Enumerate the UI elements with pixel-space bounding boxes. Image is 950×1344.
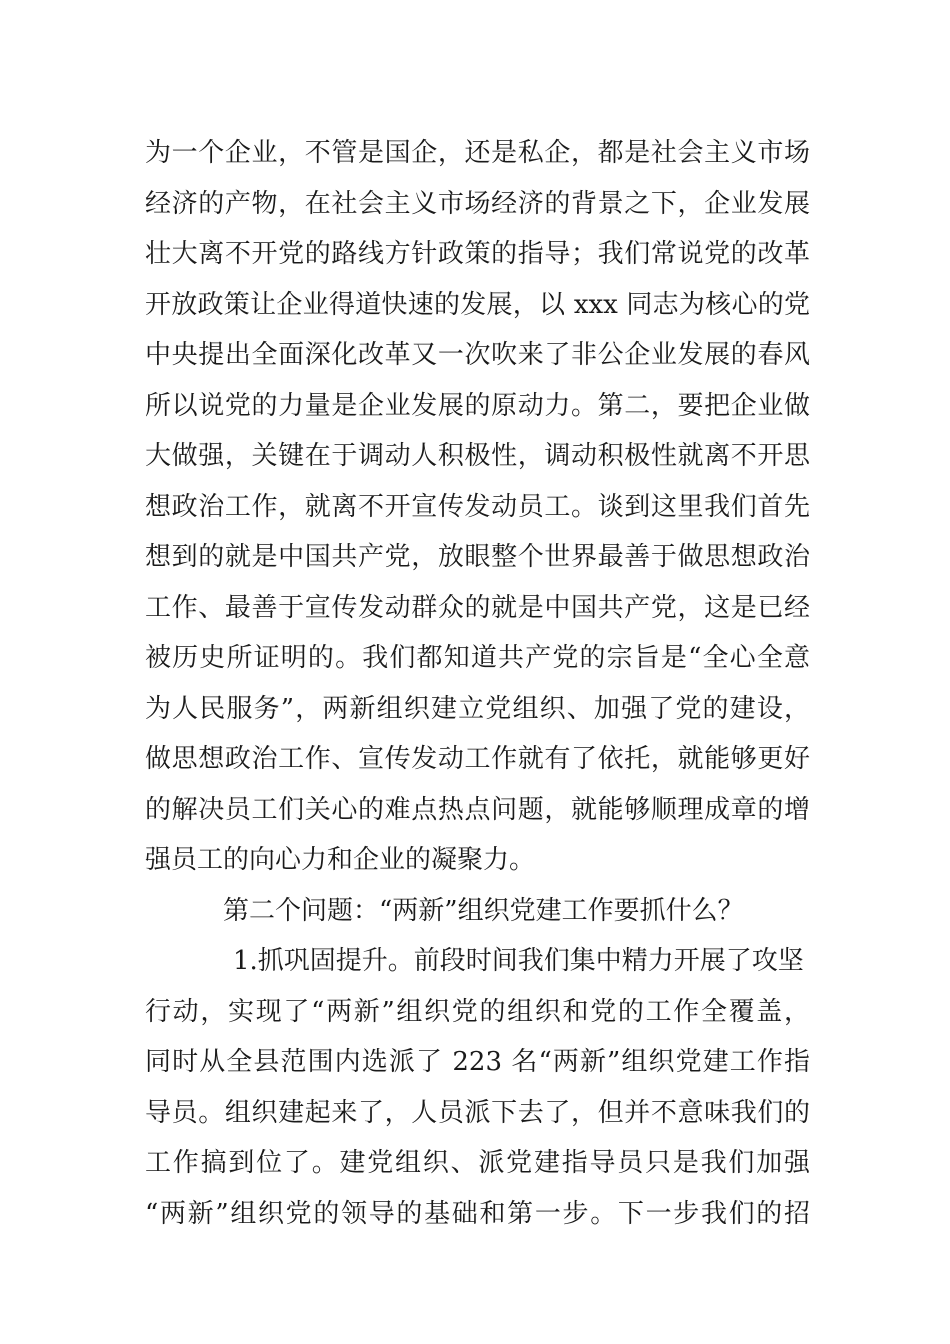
text-line: 想到的就是中国共产党，放眼整个世界最善于做思想政治 [145,542,810,572]
text-line: 壮大离不开党的路线方针政策的指导；我们常说党的改革 [145,239,810,269]
document-body [145,128,810,1239]
text-line: 行动，实现了“两新”组织党的组织和党的工作全覆盖， [145,996,810,1027]
text-line: 的解决员工们关心的难点热点问题，就能够顺理成章的增 [145,794,810,825]
text-line: 导员。组织建起来了，人员派下去了，但并不意味我们的 [145,1097,810,1128]
text-line: 被历史所证明的。我们都知道共产党的宗旨是“全心全意 [145,643,810,673]
text-line: 工作、最善于宣传发动群众的就是中国共产党，这是已经 [145,592,810,623]
text-line: 开放政策让企业得道快速的发展，以 xxx 同志为核心的党 [145,289,810,320]
text-line: 想政治工作，就离不开宣传发动员工。谈到这里我们首先 [145,491,810,522]
text-line: 经济的产物，在社会主义市场经济的背景之下，企业发展 [145,188,810,219]
list-item-heading: 1.抓巩固提升。前段时间我们集中精力开展了攻坚 [233,946,804,976]
text-line: 为一个企业，不管是国企，还是私企，都是社会主义市场 [145,138,810,168]
text-line: 大做强，关键在于调动人积极性，调动积极性就离不开思 [145,441,810,471]
text-line: 同时从全县范围内选派了 223 名“两新”组织党建工作指 [145,1047,810,1077]
text-line: 中央提出全面深化改革又一次吹来了非公企业发展的春风 [145,340,810,370]
text-line: 工作搞到位了。建党组织、派党建指导员只是我们加强 [145,1148,810,1178]
text-line: 强员工的向心力和企业的凝聚力。 [145,845,536,875]
text-line: 所以说党的力量是企业发展的原动力。第二，要把企业做 [145,390,810,421]
text-line: 为人民服务”，两新组织建立党组织、加强了党的建设， [145,693,810,724]
text-line: “两新”组织党的领导的基础和第一步。下一步我们的招 [145,1198,810,1229]
section-heading: 第二个问题：“两新”组织党建工作要抓什么？ [223,895,744,926]
text-line: 做思想政治工作、宣传发动工作就有了依托，就能够更好 [145,744,810,774]
